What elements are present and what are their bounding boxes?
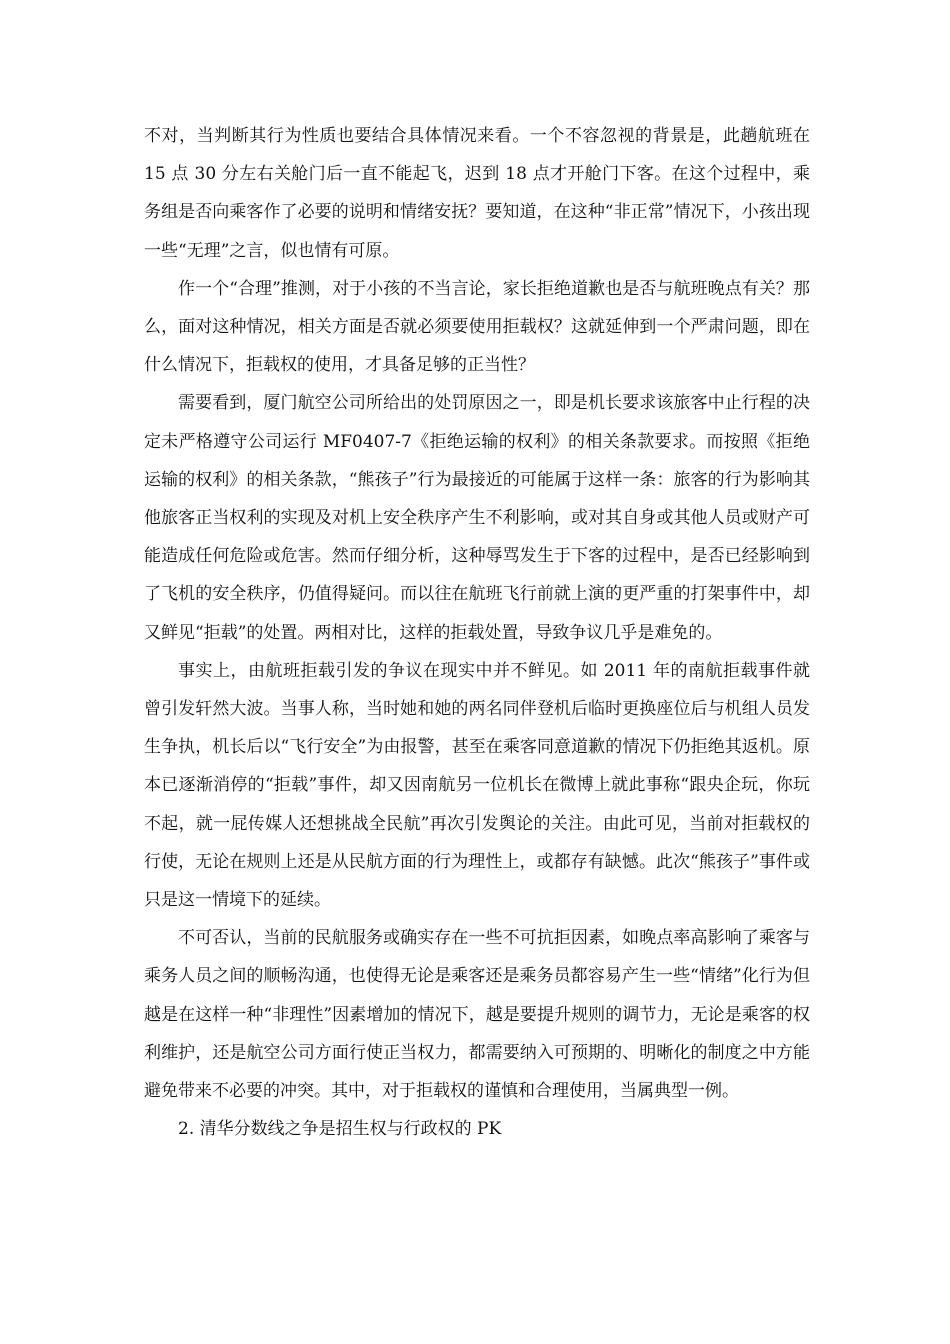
paragraph-3: 需要看到，厦门航空公司所给出的处罚原因之一，即是机长要求该旅客中止行程的决定未严格遵守公司运行 MF0407-7《拒绝运输的权利》的相关条款要求。而按照《拒绝运输的权利》的相关条款，“熊孩子”行为最接近的可能属于这样一条：旅客的行为影响其他旅客正当权利的实现及对机上安全秩序产生不利影响，或对其自身或其他人员或财产可能造成任何危险或危害。然而仔细分析，这种辱骂发生于下客的过程中，是否已经影响到了飞机的安全秩序，仍值得疑问。而以往在航班飞行前就上演的更严重的打架事件中，却又鲜见“拒载”的处置。两相对比，这样的拒载处置，导致争议几乎是难免的。 (144, 393, 810, 643)
paragraph-2: 作一个“合理”推测，对于小孩的不当言论，家长拒绝道歉也是否与航班晚点有关？那么，面对这种情况，相关方面是否就必须要使用拒载权？这就延伸到一个严肃问题，即在什么情况下，拒载权的使用，才具备足够的正当性？ (144, 278, 810, 376)
paragraph-1: 不对，当判断其行为性质也要结合具体情况来看。一个不容忽视的背景是，此趟航班在 15 点 30 分左右关舱门后一直不能起飞，迟到 18 点才开舱门下客。在这个过程中，乘务组是否向乘客作了必要的说明和情绪安抚？要知道，在这种“非正常”情况下，小孩出现一些“无理”之言，似也情有可原。 (144, 126, 810, 261)
section-heading: 2. 清华分数线之争是招生权与行政权的 PK (178, 1119, 502, 1140)
paragraph-5: 不可否认，当前的民航服务或确实存在一些不可抗拒因素，如晚点率高影响了乘客与乘务人员之间的顺畅沟通，也使得无论是乘客还是乘务员都容易产生一些“情绪”化行为但越是在这样一种“非理性”因素增加的情况下，越是要提升规则的调节力，无论是乘客的权利维护，还是航空公司方面行使正当权力，都需要纳入可预期的、明晰化的制度之中方能避免带来不必要的冲突。其中，对于拒载权的谨慎和合理使用，当属典型一例。 (144, 928, 810, 1102)
paragraph-4: 事实上，由航班拒载引发的争议在现实中并不鲜见。如 2011 年的南航拒载事件就曾引发轩然大波。当事人称，当时她和她的两名同伴登机后临时更换座位后与机组人员发生争执，机长后以“飞行安全”为由报警，甚至在乘客同意道歉的情况下仍拒绝其返机。原本已逐渐消停的“拒载”事件，却又因南航另一位机长在微博上就此事称“跟央企玩，你玩不起，就一屁传媒人还想挑战全民航”再次引发舆论的关注。由此可见，当前对拒载权的行使，无论在规则上还是从民航方面的行为理性上，或都存有缺憾。此次“熊孩子”事件或只是这一情境下的延续。 (144, 660, 810, 911)
document-body (144, 117, 810, 1148)
